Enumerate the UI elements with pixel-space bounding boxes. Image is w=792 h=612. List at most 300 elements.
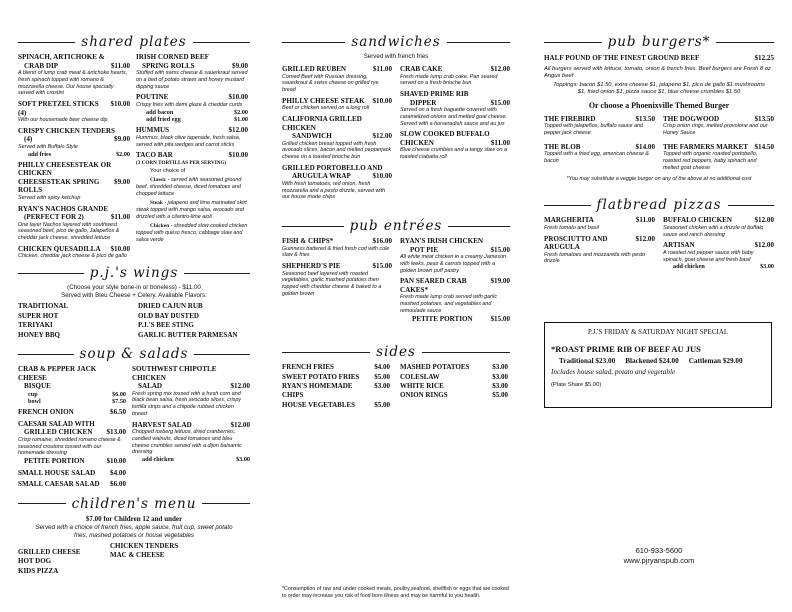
divider: [544, 42, 602, 43]
item-description: Fresh tomatoes and mozzarella with pesto drizzle: [544, 251, 646, 265]
item-price: $6.50: [110, 408, 126, 417]
flatbread-left: [544, 216, 655, 273]
item-price: $10.00: [228, 93, 248, 102]
item-name: HUMMUS: [136, 126, 170, 135]
item-description: Seasoned chicken with a drizzle of buffalo sauce and ranch dressing: [663, 224, 764, 238]
taco-option: [136, 200, 248, 221]
soup-right: [132, 365, 250, 492]
sandwiches-left: [282, 65, 392, 204]
menu-item: [18, 161, 130, 202]
side-item: [282, 373, 390, 382]
wings-line2: Served with Bleu Cheese + Celery. Available Flavors:: [61, 292, 207, 300]
flavor: TERIYAKI: [18, 321, 53, 330]
soup-section: [18, 346, 250, 492]
item-name: PAN SEARED CRAB CAKES*: [400, 277, 467, 294]
item-price: $10.00: [106, 457, 126, 466]
item-description: Guinness battered & fried fresh cod with cole slaw & fries: [282, 245, 390, 259]
item-description: Fresh made lump crab served with garlic mashed potatoes, and vegetables and remoulade sauce: [400, 294, 498, 314]
menu-item: [663, 241, 774, 270]
item-description: Crisp onion rings, melted provolone and our Honey Sauce: [663, 123, 768, 136]
item-name: POT PIE: [410, 245, 439, 254]
special-cattleman: Cattleman $29.00: [688, 357, 743, 365]
item-description: Fresh made lump crab cake. Pan seared served on a fresh brioche bun: [400, 73, 498, 87]
special-item: *ROAST PRIME RIB OF BEEF AU JUS: [551, 344, 701, 354]
side-name: COLESLAW: [400, 372, 440, 381]
sandwiches-right: [400, 65, 510, 204]
entrees-header: [282, 218, 510, 234]
divider: [447, 42, 510, 43]
entrees-section: [282, 218, 510, 326]
item-name: CRAB CAKE: [400, 65, 443, 74]
taco-option: [136, 223, 248, 244]
item-description: Chicken, cheddar jack cheese & pico de gallo: [18, 253, 127, 260]
item-name: SPINACH, ARTICHOKE &: [18, 53, 105, 61]
item-description: Blue cheese crumbles and a tangy slaw on a toasted ciabatta roll: [400, 147, 507, 161]
item-name: SALAD: [138, 382, 163, 391]
side-price: $3.00: [374, 381, 390, 390]
flavor: OLD BAY DUSTED: [138, 311, 199, 320]
item-name: MARGHERITA: [544, 216, 594, 225]
special-includes: Includes house salad, potato and vegetable: [551, 368, 676, 376]
item-name: RYAN'S NACHOS GRANDE: [18, 204, 109, 213]
soup-left: [18, 365, 126, 492]
item-price: $12.00: [754, 216, 774, 225]
divider: [728, 205, 775, 206]
size-price: $7.50: [112, 398, 126, 405]
item-name: CRAB DIP: [24, 61, 59, 70]
item-price: $13.00: [106, 428, 126, 437]
sides-right: [400, 363, 508, 410]
flavor: GARLIC BUTTER PARMESAN: [138, 330, 238, 339]
item-price: $12.00: [230, 382, 250, 391]
add-on-label: add chicken: [142, 456, 174, 464]
item-description: Chopped iceberg lettuce, dried cranberries, candied walnuts, diced tomatoes and bleu cheese crumbles served with a dijon balsamic dressing: [132, 429, 242, 456]
item-price: $9.00: [114, 177, 130, 186]
add-on-label: add fried egg: [146, 115, 181, 123]
item-name: BISQUE: [24, 382, 51, 391]
side-item: [400, 391, 508, 400]
item-price: $15.00: [490, 245, 510, 254]
menu-item: [18, 100, 130, 124]
item-description: Seasoned beef layered with roasted vegetables, garlic mashed potatoes then topped with cheddar cheese & baked to a golden brown: [282, 270, 382, 297]
menu-item: [18, 480, 126, 489]
item-name: CAESAR SALAD WITH: [18, 419, 95, 428]
add-on-price: $1.00: [234, 115, 248, 123]
taco-option-label: Chicken: [150, 222, 170, 229]
kids-item: GRILLED CHEESE: [18, 547, 81, 556]
divider: [448, 226, 510, 227]
item-description: Topped with jalapeños, buffalo sauce and pepper jack cheese: [544, 123, 644, 136]
sandwiches-subtitle: Served with french fries: [363, 53, 429, 60]
item-name: CHICKEN QUESADILLA: [18, 244, 101, 253]
side-name: SWEET POTATO FRIES: [282, 372, 360, 381]
weekend-special-box: [544, 322, 772, 408]
item-name: PETITE PORTION: [412, 314, 473, 323]
side-name: RYAN'S HOMEMADE CHIPS: [282, 381, 353, 400]
item-name: ARTISAN: [663, 241, 695, 250]
children-description: Served with a choice of french fries, apple sauce, fruit cup, sweet potato fries, mashed potatoes or house vegetables: [35, 523, 233, 539]
item-description: Hummus, black olive tapenade, fresh salsa, served with pita wedges and carrot sticks: [136, 134, 241, 148]
menu-item: [18, 53, 130, 97]
item-description: Grilled chicken breast topped with fresh avocado slices, bacon and melted pepperjack cheese on a toasted brioche bun: [282, 140, 392, 161]
item-name: PHILLY CHEESESTEAK OR CHICKEN: [18, 160, 112, 178]
kids-item: CHICKEN TENDERS: [110, 541, 179, 550]
menu-item: [400, 237, 510, 274]
menu-item: [18, 469, 126, 478]
item-price: $14.50: [754, 142, 774, 151]
section-title: p.j.'s wings: [89, 265, 179, 282]
side-name: FRENCH FRIES: [282, 363, 334, 372]
item-price: $12.00: [372, 132, 392, 141]
item-name: GRILLED PORTOBELLO AND: [282, 163, 383, 172]
item-name: PHILLY CHEESE STEAK: [282, 96, 365, 105]
menu-item: [132, 365, 250, 418]
size-price: $6.00: [112, 390, 126, 398]
item-name: (PERFECT FOR 2): [24, 213, 84, 222]
item-name: PETITE PORTION: [24, 457, 85, 466]
divider: [18, 503, 66, 504]
flavor: SUPER HOT: [18, 311, 59, 320]
menu-item: [282, 164, 392, 201]
item-description: Served with Buffalo Style: [18, 143, 78, 150]
item-description: Stuffed with swiss cheese & sauerkraut served on a bed of potato straws and honey mustard dipping sauce: [136, 70, 248, 90]
menu-item: [18, 408, 126, 417]
special-plate-share: (Plate Share $5.00): [551, 382, 602, 388]
add-on-label: add chicken: [673, 263, 705, 271]
item-name: SOFT PRETZEL STICKS (4): [18, 100, 99, 117]
item-name: RYAN'S IRISH CHICKEN: [400, 237, 484, 246]
side-price: $4.00: [374, 363, 390, 372]
item-price: $12.00: [230, 420, 250, 429]
soup-body: [18, 365, 250, 492]
burgers-left: [544, 115, 655, 175]
item-name: CRAB & PEPPER JACK CHEESE: [18, 365, 97, 382]
divider: [202, 503, 250, 504]
item-price: $14.00: [635, 142, 655, 151]
item-price: $11.00: [635, 216, 655, 225]
item-description: A blend of lump crab meat & artichoke hearts, fresh spinach topped with romano & mozzarella cheese. Our house specialty served with crostini: [18, 70, 128, 97]
item-name: BUFFALO CHICKEN: [663, 216, 733, 225]
sides-header: [282, 344, 510, 360]
item-name: THE FIREBIRD: [544, 114, 596, 123]
item-name: THE FARMERS MARKET: [663, 142, 748, 151]
item-name: GRILLED REUBEN: [282, 65, 347, 74]
kids-item: MAC & CHEESE: [110, 551, 165, 560]
add-on-price: $3.00: [760, 263, 774, 271]
menu-item: [400, 130, 510, 161]
special-blackened: Blackened $24.00: [625, 357, 679, 365]
column-middle: [282, 34, 510, 410]
side-item: [400, 382, 508, 391]
item-price: $12.25: [754, 54, 774, 62]
children-section: [18, 496, 250, 577]
item-name: SPRING ROLLS: [142, 61, 195, 70]
item-price: $11.00: [110, 61, 130, 70]
divider: [716, 42, 774, 43]
item-name: IRISH CORNED BEEF: [136, 53, 209, 61]
item-description: Served on a fresh baguette covered with caramelized onions and melted goat cheese. Served with a horseradish sauce and au jus: [400, 107, 507, 127]
side-name: ONION RINGS: [400, 391, 448, 400]
side-price: $3.00: [492, 363, 508, 372]
item-description: Crisp romaine, shredded romano cheese & seasoned croutons tossed with our homemade dressing: [18, 436, 121, 457]
item-name: DIPPER: [410, 98, 437, 107]
menu-item: [18, 245, 130, 260]
item-price: $10.00: [372, 96, 392, 105]
flavor: HONEY BBQ: [18, 330, 60, 339]
section-title: shared plates: [81, 34, 187, 50]
menu-item: [136, 126, 248, 148]
entrees-body: [282, 237, 510, 326]
burger-description: All burgers served with lettuce, tomato, onion & french fries. Beef burgers are Fresh 8 oz Angus beef: [544, 65, 771, 80]
taco-option-label: Steak: [150, 199, 163, 206]
burger-toppings: Toppings: bacon $1.50, extra cheese $1, jalapeno $1, pico de gallo $1 mushrooms $1, fried onion $1, pizza sauce $1, blue cheese crumbles $1.50: [553, 81, 765, 96]
contact-block: [544, 546, 774, 566]
sides-body: [282, 363, 510, 410]
kids-item: HOT DOG: [18, 557, 52, 566]
add-on-label: add bacon: [146, 108, 174, 116]
wings-flavors-left: [18, 302, 138, 340]
side-item: [282, 363, 390, 372]
item-name: POUTINE: [136, 93, 169, 102]
website-link[interactable]: www.pjryanspub.com: [623, 556, 695, 566]
item-price: $12.00: [754, 241, 774, 250]
menu-item: [663, 115, 774, 137]
menu-item: [282, 262, 392, 298]
children-price: $7.00 for Children 12 and under: [85, 514, 183, 523]
item-name: ARUGULA WRAP: [292, 172, 351, 181]
sides-section: [282, 344, 510, 410]
item-price: $10.00: [110, 100, 130, 108]
entrees-left: [282, 237, 392, 326]
item-price: $9.00: [232, 61, 248, 70]
item-price: $19.00: [490, 277, 510, 286]
special-title: P.J.'S FRIDAY & SATURDAY NIGHT SPECIAL: [587, 328, 729, 336]
side-price: $5.00: [492, 391, 508, 400]
divider: [194, 354, 250, 355]
size-label: bowl: [28, 398, 41, 405]
children-right: [110, 542, 178, 576]
menu-item: [282, 65, 392, 94]
item-name: SOUTHWEST CHIPOTLE CHICKEN: [132, 365, 217, 382]
menu-item: [400, 90, 510, 127]
section-title: children's menu: [71, 495, 197, 512]
sandwiches-body: [282, 65, 510, 204]
menu-item: [663, 216, 774, 238]
divider: [544, 205, 591, 206]
divider: [282, 226, 344, 227]
entrees-right: [400, 237, 510, 326]
menu-item: [544, 143, 655, 165]
item-price: $9.00: [114, 135, 130, 144]
item-name: TACO BAR: [136, 151, 173, 160]
section-title: soup & salads: [79, 346, 189, 363]
item-description: Fresh tomato and basil: [544, 224, 599, 231]
item-description: (3 CORN TORTILLAS PER SERVING): [136, 159, 227, 166]
shared-plates-body: [18, 53, 250, 263]
flatbread-section: [544, 197, 774, 273]
section-title: pub entrées: [349, 218, 443, 235]
item-name: SANDWICH: [292, 132, 332, 141]
wings-flavors-right: [138, 302, 237, 340]
taco-choice: Your choice of: [150, 167, 186, 174]
item-price: $6.00: [110, 480, 126, 489]
disclaimer: *Consumption of raw and under cooked meats, poultry,seafood, shellfish or eggs that are cooked to order may increase you risk of food born illness and may be harmful to you health.: [282, 586, 509, 599]
flatbread-body: [544, 216, 774, 273]
divider: [282, 352, 370, 353]
item-name: THE DOGWOOD: [663, 114, 720, 123]
item-name: SLOW COOKED BUFFALO: [400, 130, 490, 139]
special-prices: [551, 357, 765, 365]
side-name: HOUSE VEGETABLES: [282, 400, 356, 409]
divider: [282, 42, 345, 43]
children-items: [18, 542, 250, 576]
section-title: flatbread pizzas: [596, 197, 722, 214]
menu-item: [136, 53, 248, 90]
item-price: $15.00: [372, 262, 392, 271]
side-item: [282, 401, 390, 410]
wings-header: [18, 265, 250, 281]
add-on-price: $3.00: [236, 456, 250, 464]
wings-line1: (Choose your style bone-in or boneless) - $11.00: [67, 284, 201, 292]
item-name: HARVEST SALAD: [132, 420, 192, 429]
kids-item: KIDS PIZZA: [18, 566, 59, 575]
menu-item: [663, 143, 774, 172]
item-price: $4.00: [110, 468, 126, 477]
item-price: $11.00: [110, 213, 130, 222]
item-name: FISH & CHIPS*: [282, 237, 334, 246]
sides-left: [282, 363, 390, 410]
item-description: Topped with organic roasted portobello, roasted red peppers, baby spinach and melted goat cheese: [663, 151, 758, 171]
flavor: DRIED CAJUN RUB: [138, 302, 203, 311]
item-name: HALF POUND OF THE FINEST GROUND BEEF: [544, 54, 700, 62]
item-name: CHICKEN: [400, 138, 434, 147]
item-name: SHAVED PRIME RIB: [400, 90, 469, 99]
divider: [184, 273, 250, 274]
side-price: $3.00: [492, 372, 508, 381]
item-description: Topped with a fried egg, american cheese & bacon: [544, 151, 649, 164]
sandwiches-header: [282, 34, 510, 50]
item-price: $16.00: [372, 237, 392, 246]
item-price: $11.00: [490, 138, 510, 147]
taco-option-text: - jalapeno and lime marinated skirt steak topped with mango salsa, avocado and drizzled with a cilantro-lime aioli: [136, 199, 247, 220]
section-title: sandwiches: [351, 34, 441, 50]
divider: [18, 42, 75, 43]
menu-item: [282, 97, 392, 112]
divider: [18, 273, 84, 274]
item-description: With our housemade beer cheese dip: [18, 117, 108, 123]
item-name: FRENCH ONION: [18, 408, 74, 417]
item-price: $13.50: [754, 114, 774, 123]
flavor: TRADITIONAL: [18, 302, 69, 311]
item-price: $15.00: [490, 98, 510, 107]
children-left: [18, 542, 110, 576]
item-description: Fresh spring mix tossed with a fresh corn and black bean salsa, fresh avocado slices, crispy tortilla strips and a chipotle rubbed chicken breast: [132, 390, 242, 417]
item-price: $10.00: [372, 172, 392, 181]
burgers-header: [544, 34, 774, 50]
add-on-price: $2.00: [234, 108, 248, 116]
menu-item: [282, 237, 392, 259]
children-header: [18, 496, 250, 512]
item-price: $12.00: [490, 65, 510, 74]
menu-item: [18, 420, 126, 466]
soup-header: [18, 346, 250, 362]
side-name: WHITE RICE: [400, 381, 444, 390]
flatbread-right: [663, 216, 774, 273]
add-on-price: $2.00: [116, 150, 130, 158]
item-name: SMALL CAESAR SALAD: [18, 480, 100, 489]
menu-item: [18, 127, 130, 158]
add-on-label: add fries: [28, 150, 52, 158]
burgers-right: [663, 115, 774, 175]
divider: [422, 352, 510, 353]
item-description: All white meat chicken in a creamy Jameson with leeks, peas & carrots topped with a golden brown puff pastry: [400, 254, 507, 274]
menu-item: [544, 216, 655, 231]
wings-flavors: [18, 302, 250, 340]
item-price: $11.00: [372, 65, 392, 74]
item-price: $12.00: [228, 126, 248, 135]
item-name: SMALL HOUSE SALAD: [18, 468, 96, 477]
menu-item: [136, 93, 248, 123]
veggie-note: *You may substitute a veggie burger on any of the above at no additional cost: [566, 176, 752, 183]
column-left: [18, 34, 250, 576]
item-description: Served with spicy ketchup: [18, 194, 81, 201]
item-name: GRILLED CHICKEN: [24, 428, 93, 437]
menu-item: [400, 277, 510, 323]
item-description: Crispy fries with demi glaze & cheddar curds: [136, 101, 243, 108]
side-price: $5.00: [374, 372, 390, 381]
item-name: CHEESESTEAK SPRING ROLLS: [18, 177, 100, 195]
item-description: One layer Nachos layered with southwest seasoned beef, pico de gallo, Jalapeños & cheddar jack cheese, shredded lettuce: [18, 221, 120, 242]
item-description: Beef or chicken served on a long roll: [282, 105, 370, 112]
flavor: P.J.'S BEE STING: [138, 321, 194, 330]
phone-number: 610-933-5600: [635, 546, 683, 555]
flatbread-header: [544, 197, 774, 213]
column-right: [544, 34, 774, 274]
divider: [193, 42, 250, 43]
item-description: A roasted red pepper sauce with baby spinach, goat cheese and fresh basil: [663, 249, 754, 263]
menu-item: [544, 115, 655, 137]
section-title: sides: [376, 344, 416, 361]
item-name: PROSCIUTTO AND ARUGULA: [544, 234, 608, 252]
section-title: pub burgers*: [607, 34, 711, 50]
burgers-body: [544, 115, 774, 175]
side-name: MASHED POTATOES: [400, 363, 470, 372]
menu-item: [18, 365, 126, 405]
divider: [18, 354, 74, 355]
burger-or-choose: Or choose a Phoenixville Themed Burger: [588, 100, 730, 110]
item-description: Corned Beef with Russian dressing, sauerkraut & swiss cheese on grilled rye bread: [282, 73, 379, 94]
side-price: $5.00: [374, 400, 390, 409]
side-item: [282, 382, 390, 401]
item-price: $13.50: [635, 114, 655, 123]
side-item: [400, 373, 508, 382]
item-price: $10.00: [110, 244, 130, 253]
taco-option-text: - served with seasoned ground beef, shredded cheese, diced tomatoes and chopped lettuce: [136, 176, 242, 197]
wings-section: [18, 265, 250, 340]
taco-option: [136, 177, 248, 198]
special-traditional: Traditional $23.00: [559, 357, 616, 365]
taco-option-label: Classic: [150, 176, 167, 183]
item-price: $10.00: [228, 151, 248, 160]
item-price: $12.00: [635, 234, 655, 243]
taco-option-text: - shredded slow cooked chicken topped with queso fresco, cabbage slaw and salsa verde: [136, 222, 248, 244]
size-label: cup: [28, 390, 38, 398]
menu-item: [544, 235, 655, 266]
item-description: With fresh tomatoes, red onion, fresh mozzarella and a pesto drizzle, served with our house made chips: [282, 180, 386, 201]
menu-item: [136, 151, 248, 244]
side-item: [400, 363, 508, 372]
shared-plates-header: [18, 34, 250, 50]
